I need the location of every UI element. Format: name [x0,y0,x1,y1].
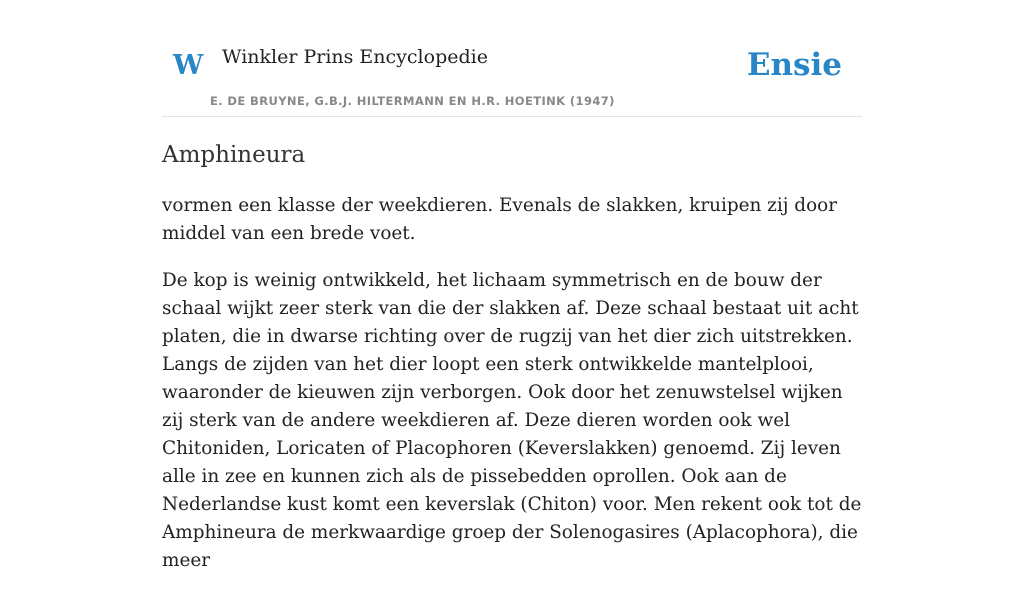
entry-title: Amphineura [162,142,306,168]
entry-paragraph-1: vormen een klasse der weekdieren. Evenals de slakken, kruipen zij door middel van een brede voet. [162,195,838,244]
book-title-link[interactable]: Winkler Prins Encyclopedie [222,46,488,68]
entry-paragraph-2: De kop is weinig ontwikkeld, het lichaam symmetrisch en de bouw der schaal wijkt zeer sterk van die der slakken af. Deze schaal bestaat uit acht platen, die in dwarse richting over de rugzij van het dier zich uitstrekken. Langs de zijden van het dier loopt een sterk ontwikkelde mantelplooi, waaronder de kieuwen zijn verborgen. Ook door het zenuwstelsel wijken zij sterk van de andere weekdieren af. Deze dieren worden ook wel Chitoniden, Loricaten of Placophoren (Keverslakken) genoemd. Zij leven alle in zee en kunnen zich als de pissebedden oprollen. Ook aan de Nederlandse kust komt een keverslak (Chiton) voor. Men rekent ook tot de Amphineura de merkwaardige groep der Solenogasires (Aplacophora), die meer [162,270,862,571]
authors-byline: E. DE BRUYNE, G.B.J. HILTERMANN EN H.R. HOETINK (1947) [210,94,615,108]
ensie-logo[interactable]: Ensie [746,47,842,83]
entry-body [162,192,864,594]
header [162,0,862,117]
winkler-prins-logo[interactable]: W [173,50,204,81]
